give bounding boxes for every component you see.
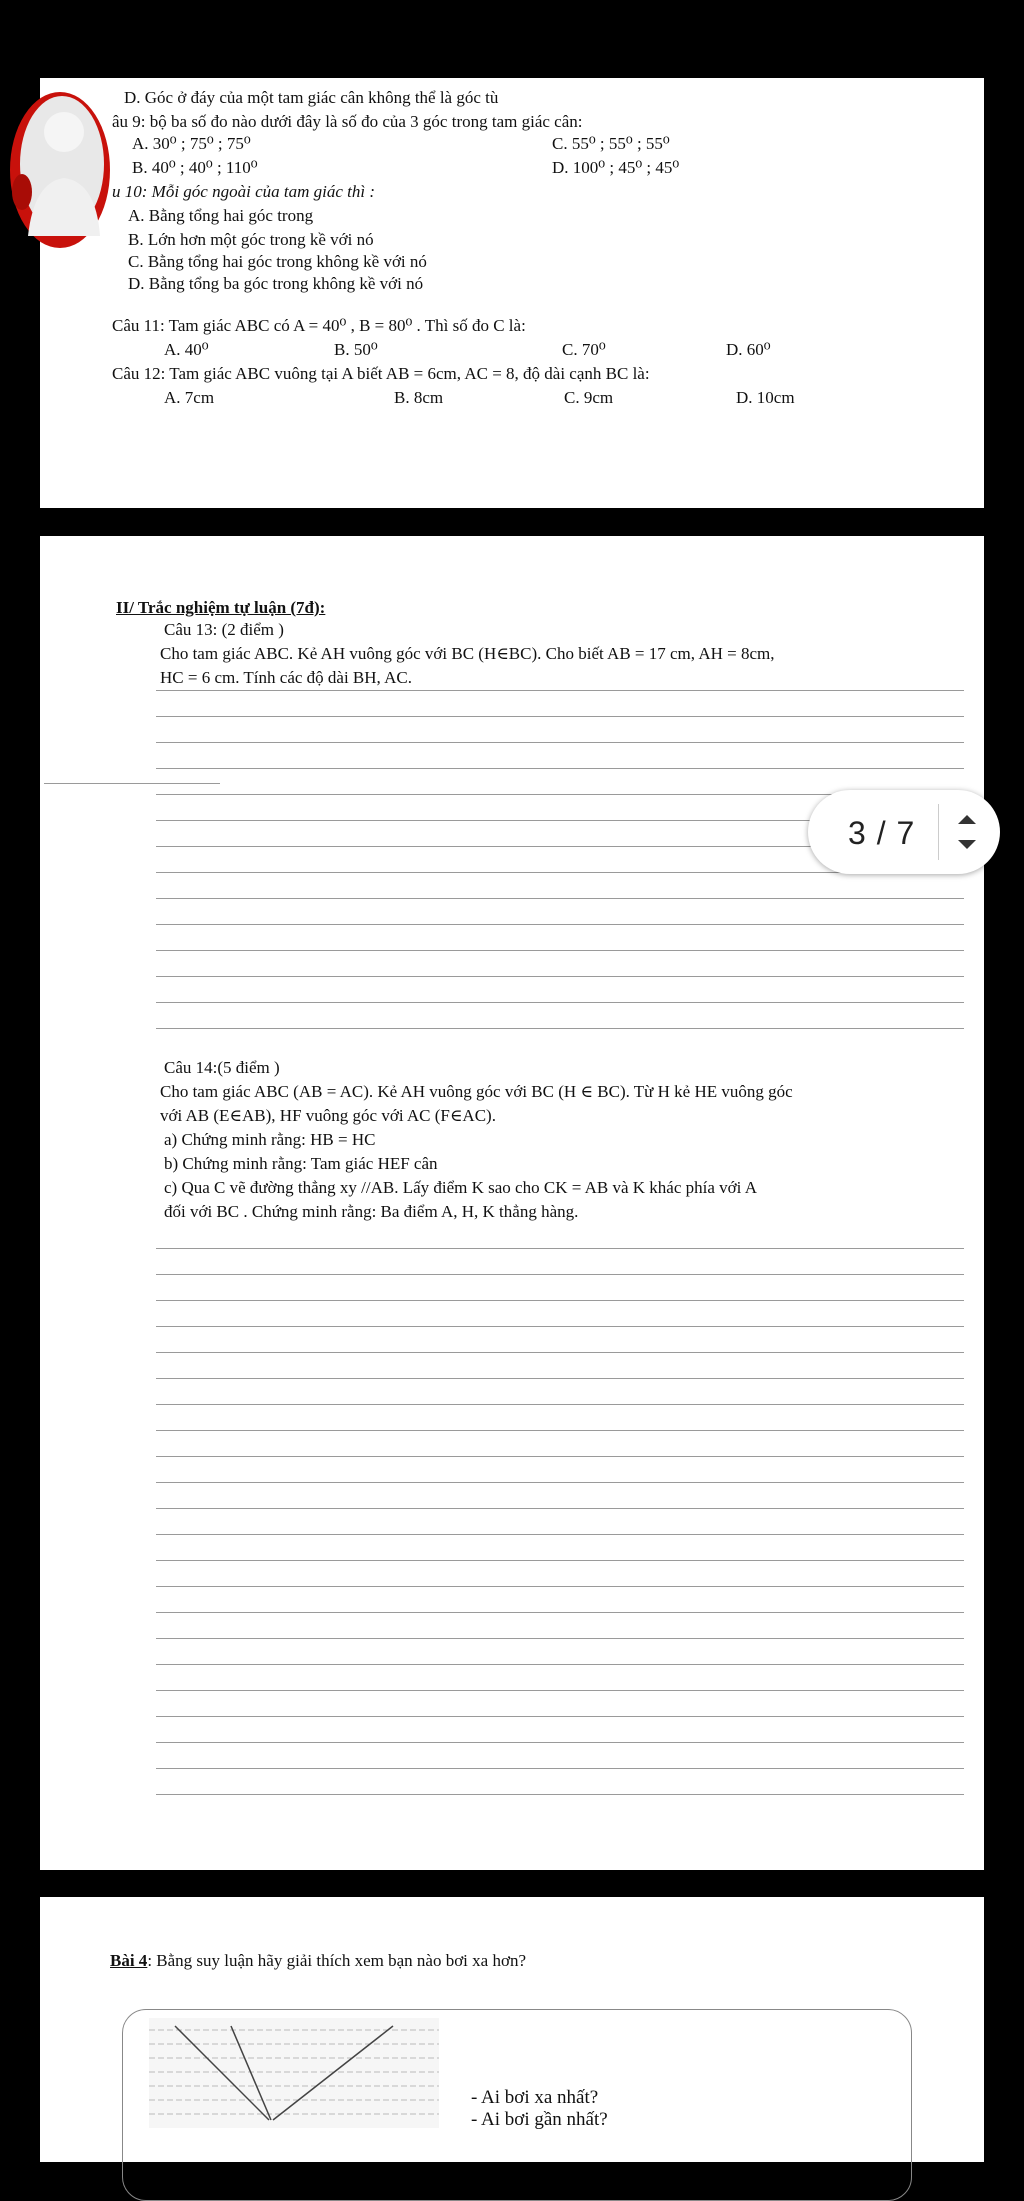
question-11: Câu 11: Tam giác ABC có A = 40⁰ , B = 80⁰ . Thì số đo C là:	[112, 316, 526, 335]
answer-option: A. 30⁰ ; 75⁰ ; 75⁰	[132, 134, 251, 153]
document-page-1	[40, 78, 984, 508]
answer-option: C. 55⁰ ; 55⁰ ; 55⁰	[552, 134, 670, 153]
question-14-title: Câu 14:(5 điểm )	[164, 1058, 280, 1077]
question-9: âu 9: bộ ba số đo nào dưới đây là số đo của 3 góc trong tam giác cân:	[112, 112, 583, 131]
document-page-2	[40, 536, 984, 1870]
question-13-title: Câu 13: (2 điểm )	[164, 620, 284, 639]
page-indicator[interactable]	[808, 790, 1000, 874]
page-number: 3 / 7	[848, 815, 916, 851]
text-line: D. Góc ở đáy của một tam giác cân không thể là góc tù	[124, 88, 499, 107]
answer-option: D. 60⁰	[726, 340, 771, 359]
exercise-4	[110, 1951, 526, 1971]
avatar-image	[4, 86, 110, 250]
answer-option: D. 100⁰ ; 45⁰ ; 45⁰	[552, 158, 680, 177]
answer-option: B. 40⁰ ; 40⁰ ; 110⁰	[132, 158, 258, 177]
section-heading: II/ Trắc nghiệm tự luận (7đ):	[116, 598, 326, 617]
chevron-up-icon[interactable]	[956, 812, 978, 826]
answer-option: C. 9cm	[564, 388, 614, 407]
question-14-part-c: đối với BC . Chứng minh rằng: Ba điểm A, H, K thẳng hàng.	[164, 1202, 579, 1221]
document-page-3	[40, 1897, 984, 2162]
answer-option: B. 8cm	[394, 388, 444, 407]
answer-option: C. 70⁰	[562, 340, 606, 359]
question-14-text: với AB (E∈AB), HF vuông góc với AC (F∈AC).	[160, 1106, 496, 1125]
question-14-part-a: a) Chứng minh rằng: HB = HC	[164, 1130, 376, 1149]
answer-option: C. Bằng tổng hai góc trong không kề với nó	[128, 252, 427, 271]
chevron-down-icon[interactable]	[956, 838, 978, 852]
exercise-4-label: Bài 4	[110, 1951, 148, 1970]
pool-lanes-image	[149, 2018, 439, 2128]
answer-option: A. 7cm	[164, 388, 215, 407]
question-14-part-b: b) Chứng minh rằng: Tam giác HEF cân	[164, 1154, 438, 1173]
question-14-part-c: c) Qua C vẽ đường thẳng xy //AB. Lấy điểm K sao cho CK = AB và K khác phía với A	[164, 1178, 757, 1197]
answer-option: A. 40⁰	[164, 340, 209, 359]
figure-question: - Ai bơi gần nhất?	[471, 2109, 608, 2130]
exercise-4-text: : Bằng suy luận hãy giải thích xem bạn nào bơi xa hơn?	[147, 1951, 526, 1970]
question-13-text: HC = 6 cm. Tính các độ dài BH, AC.	[160, 668, 412, 687]
question-13-text: Cho tam giác ABC. Kẻ AH vuông góc với BC (H∈BC). Cho biết AB = 17 cm, AH = 8cm,	[160, 644, 775, 663]
answer-option: D. 10cm	[736, 388, 795, 407]
answer-option: A. Bằng tổng hai góc trong	[128, 206, 314, 225]
question-14-text: Cho tam giác ABC (AB = AC). Kẻ AH vuông góc với BC (H ∈ BC). Từ H kẻ HE vuông góc	[160, 1082, 793, 1101]
swim-figure	[122, 2009, 912, 2201]
question-10: u 10: Mỗi góc ngoài của tam giác thì :	[112, 182, 375, 201]
answer-option: D. Bằng tổng ba góc trong không kề với nó	[128, 274, 424, 293]
answer-option: B. 50⁰	[334, 340, 378, 359]
answer-option: B. Lớn hơn một góc trong kề với nó	[128, 230, 374, 249]
question-12: Câu 12: Tam giác ABC vuông tại A biết AB = 6cm, AC = 8, độ dài cạnh BC là:	[112, 364, 650, 383]
figure-question: - Ai bơi xa nhất?	[471, 2087, 599, 2108]
